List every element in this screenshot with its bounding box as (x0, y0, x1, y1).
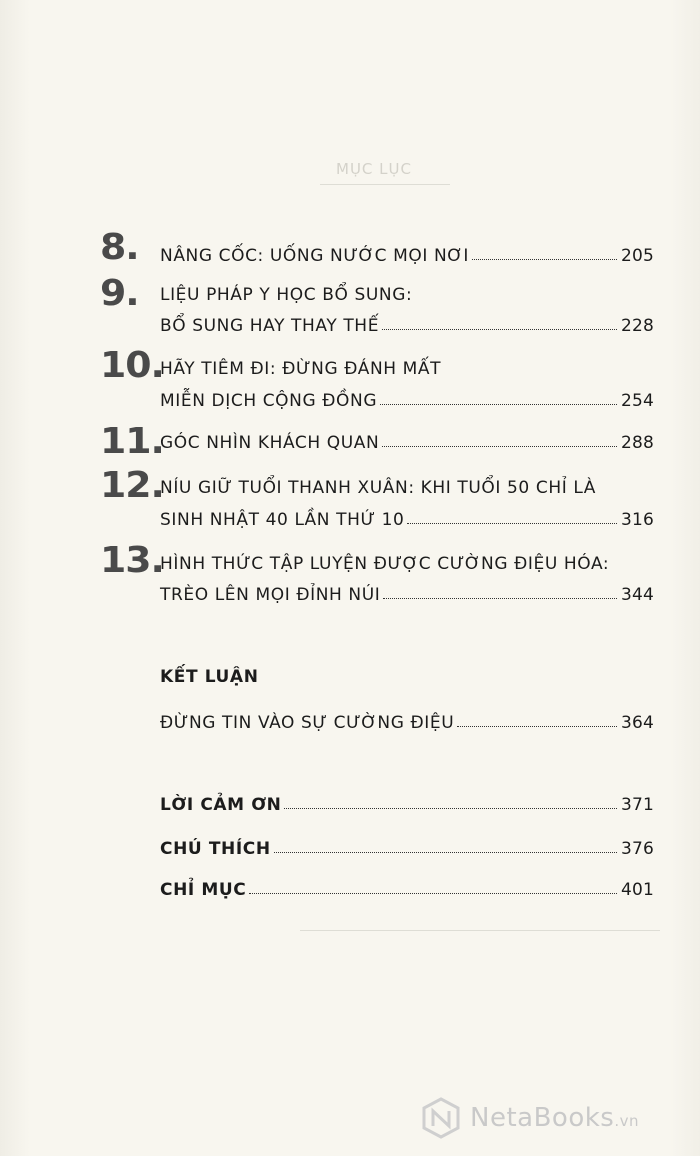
page-number: 364 (620, 713, 654, 733)
chapter-number: 13. (100, 540, 164, 581)
ghost-title: MỤC LỤC (336, 160, 412, 178)
chapter-title: MIỄN DỊCH CỘNG ĐỒNG (160, 391, 378, 411)
toc-entry-line (160, 554, 654, 580)
page-number: 288 (620, 433, 654, 453)
toc-entry-line (160, 478, 654, 504)
page-number: 371 (620, 795, 654, 815)
watermark-brand: NetaBooks (470, 1103, 615, 1133)
toc-entry-line[interactable] (160, 433, 654, 459)
toc-entry-line[interactable] (160, 880, 654, 906)
dot-leader (382, 432, 617, 447)
page-number: 205 (620, 246, 654, 266)
dot-leader (380, 390, 617, 405)
chapter-number: 10. (100, 345, 164, 386)
chapter-title: SINH NHẬT 40 LẦN THỨ 10 (160, 510, 405, 530)
toc-entry-line[interactable] (160, 585, 654, 611)
page-number: 228 (620, 316, 654, 336)
dot-leader (274, 838, 617, 853)
chapter-title: TRÈO LÊN MỌI ĐỈNH NÚI (160, 585, 381, 605)
dot-leader (472, 245, 617, 260)
page-number: 401 (620, 880, 654, 900)
chapter-title: HÃY TIÊM ĐI: ĐỪNG ĐÁNH MẤT (160, 359, 442, 379)
toc-entry-line[interactable] (160, 839, 654, 865)
page-number: 254 (620, 391, 654, 411)
chapter-number: 12. (100, 465, 164, 506)
toc-entry-line[interactable] (160, 391, 654, 417)
dot-leader (383, 584, 617, 599)
chapter-number: 11. (100, 421, 164, 462)
toc-entry-line (160, 359, 654, 385)
chapter-title: HÌNH THỨC TẬP LUYỆN ĐƯỢC CƯỜNG ĐIỆU HÓA: (160, 554, 610, 574)
toc-entry-line[interactable] (160, 795, 654, 821)
page-number: 376 (620, 839, 654, 859)
acknowledgements-title: LỜI CẢM ƠN (160, 795, 282, 815)
chapter-number: 9. (100, 273, 139, 314)
toc-entry-line[interactable] (160, 510, 654, 536)
toc-entry-line (160, 285, 654, 311)
watermark-text (470, 1103, 639, 1133)
dot-leader (284, 794, 616, 809)
dot-leader (249, 879, 617, 894)
conclusion-title: ĐỪNG TIN VÀO SỰ CƯỜNG ĐIỆU (160, 713, 455, 733)
toc-entry-line[interactable] (160, 246, 654, 272)
page-number: 316 (620, 510, 654, 530)
conclusion-heading: KẾT LUẬN (160, 667, 259, 687)
dot-leader (457, 712, 617, 727)
page-number: 344 (620, 585, 654, 605)
dot-leader (382, 315, 617, 330)
toc-entry-line[interactable] (160, 316, 654, 342)
watermark (420, 1092, 690, 1144)
chapter-title: BỔ SUNG HAY THAY THẾ (160, 316, 380, 336)
watermark-suffix: .vn (614, 1112, 639, 1130)
toc-entry-line[interactable] (160, 713, 654, 739)
chapter-title: NÂNG CỐC: UỐNG NƯỚC MỌI NƠI (160, 246, 470, 266)
chapter-title: NÍU GIỮ TUỔI THANH XUÂN: KHI TUỔI 50 CHỈ LÀ (160, 478, 597, 498)
chapter-title: GÓC NHÌN KHÁCH QUAN (160, 433, 380, 453)
chapter-number: 8. (100, 227, 139, 268)
netabooks-logo-icon (420, 1097, 462, 1139)
notes-title: CHÚ THÍCH (160, 839, 271, 859)
section-heading (160, 667, 654, 693)
index-title: CHỈ MỤC (160, 880, 247, 900)
chapter-title: LIỆU PHÁP Y HỌC BỔ SUNG: (160, 285, 413, 305)
dot-leader (407, 509, 616, 524)
